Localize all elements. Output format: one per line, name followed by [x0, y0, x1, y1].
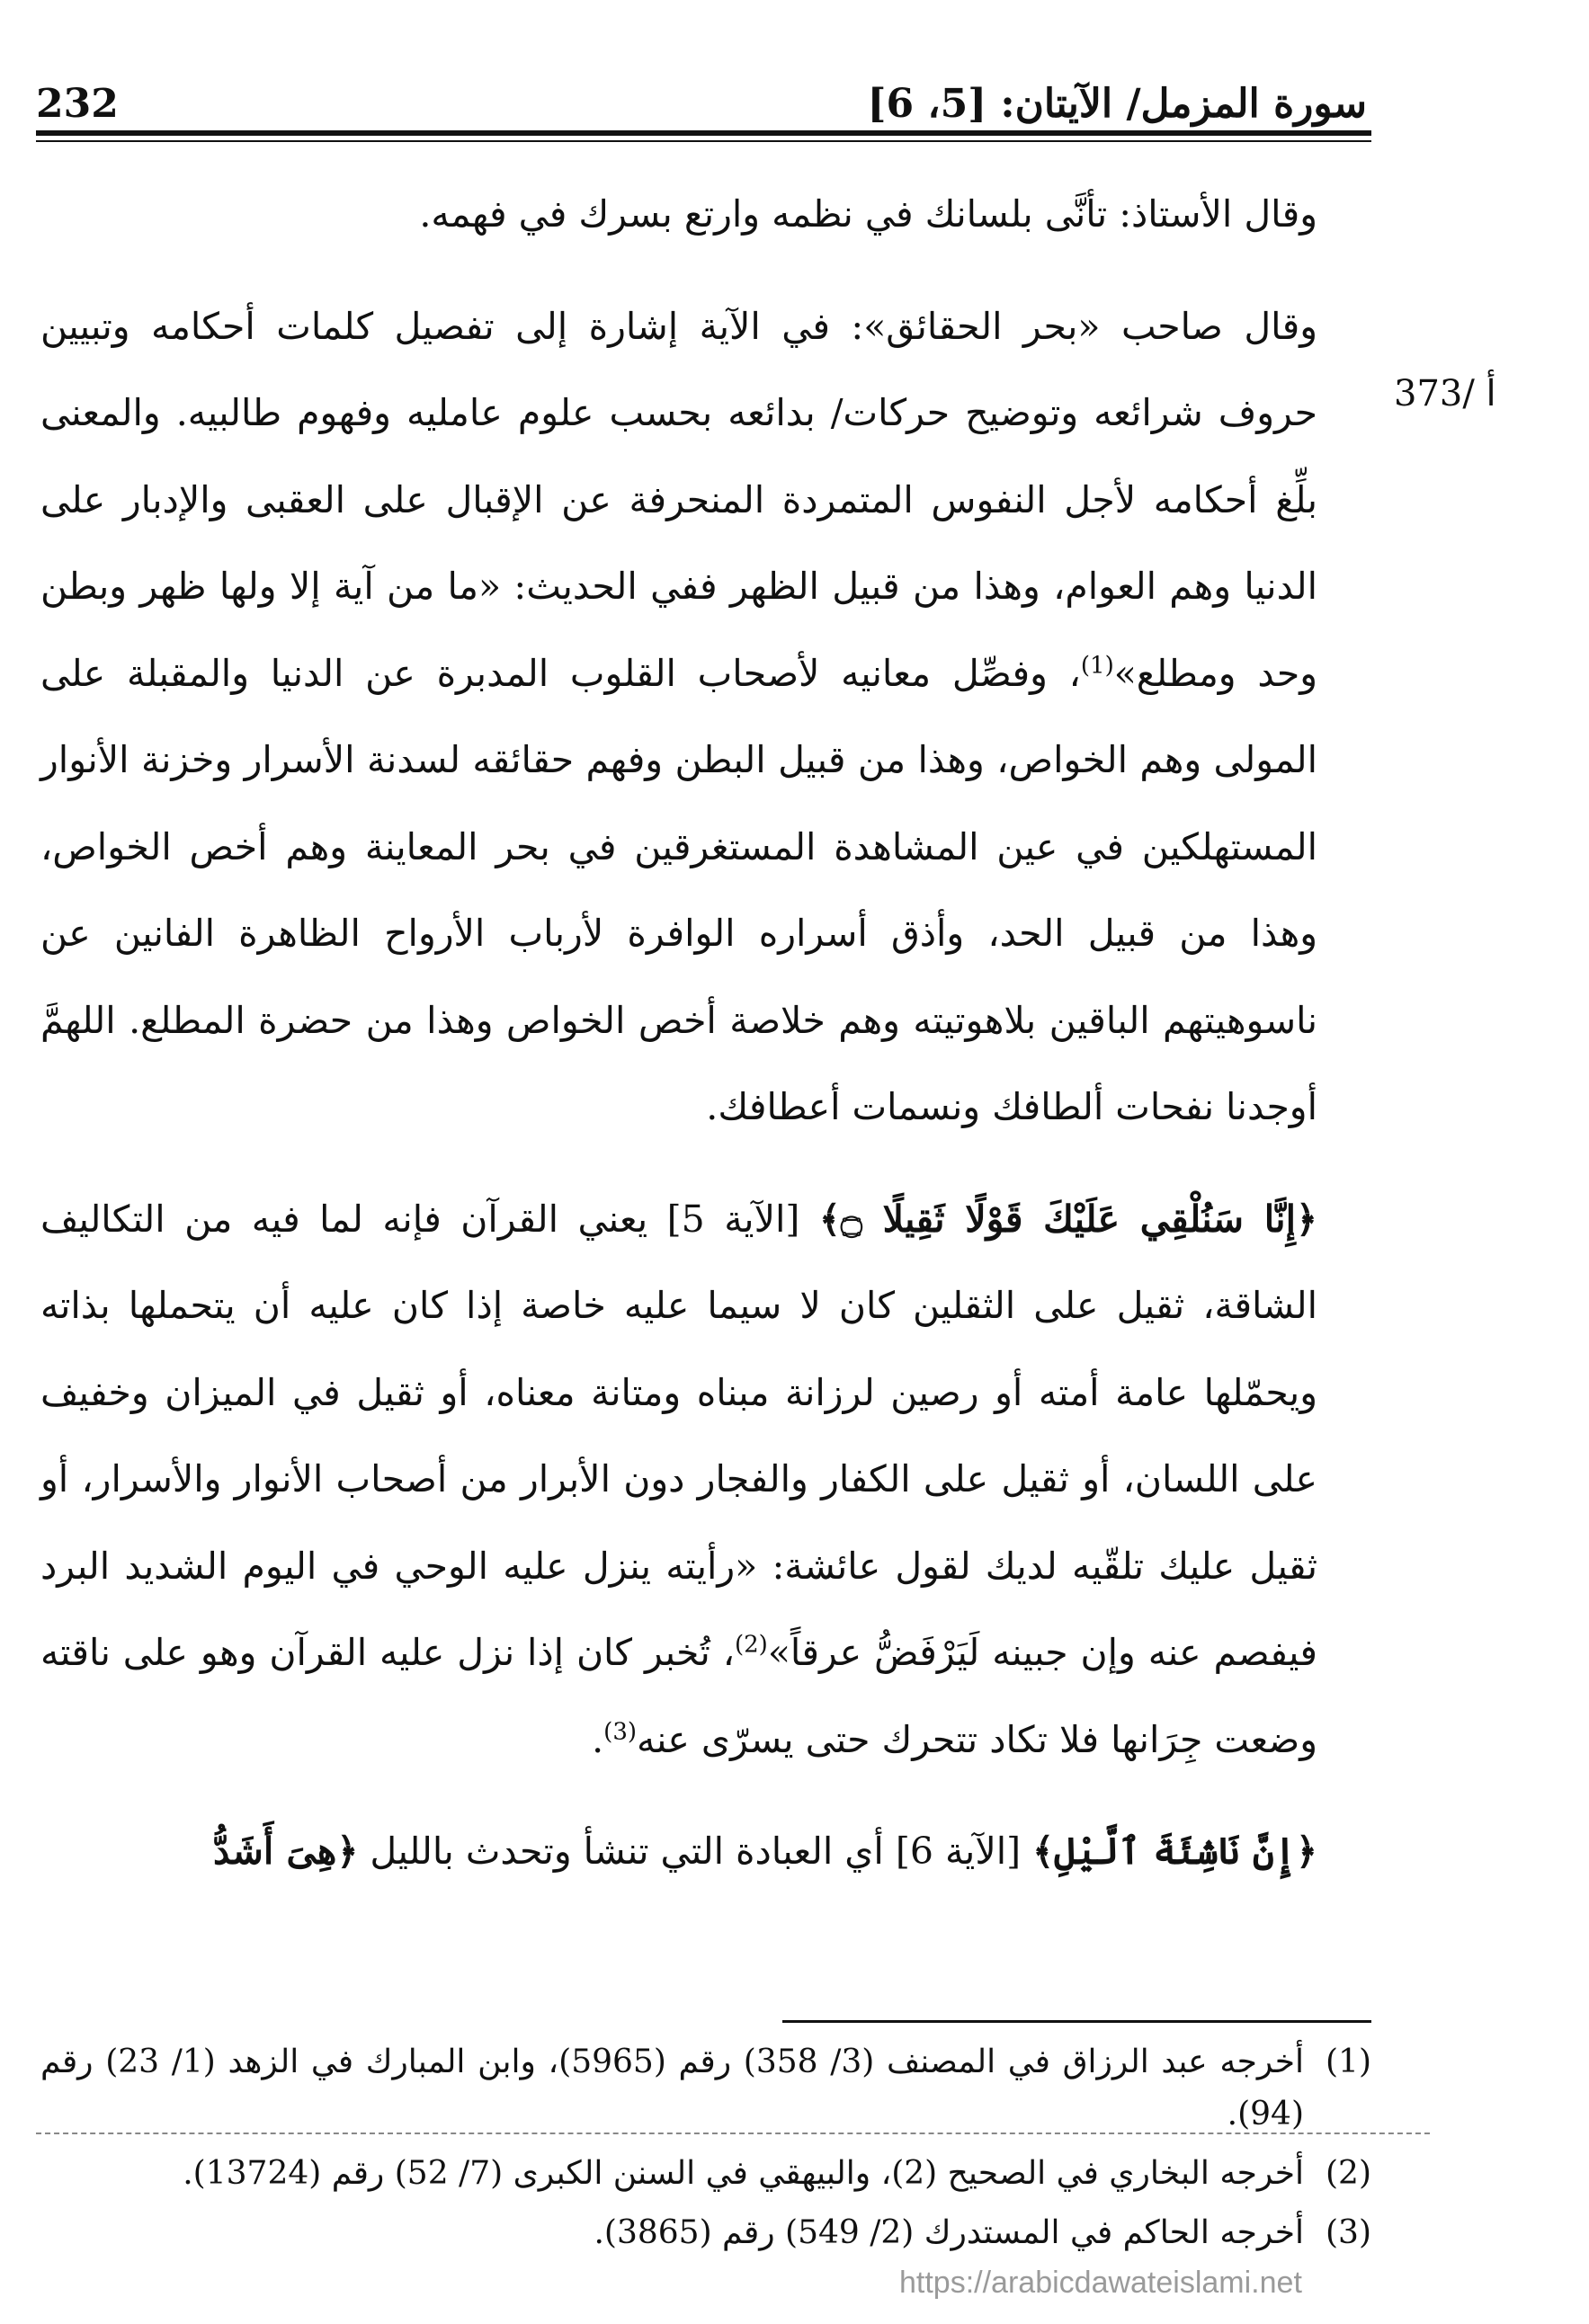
- footnote-number: (1): [1326, 2044, 1371, 2080]
- paragraph-text: [الآية 5] يعني القرآن فإنه لما فيه من التكاليف الشاقة، ثقيل على الثقلين كان لا سيما عليه خاصة إذا كان عليه أن يتحملها بذاته ويحمّلها عامة أمته أو رصين لرزانة مبناه ومتانة معناه، أو ثقيل في الميزان وخفيف على اللسان، أو ثقيل على الكفار والفجار دون الأبرار من أصحاب الأنوار والأسرار، أو ثقيل عليك تلقّيه لديك لقول عائشة: «رأيته ينزل عليه الوحي في اليوم الشديد البرد فيفصم عنه وإن جبينه لَيَرْفَضُّ عرقاً»: [40, 1197, 1317, 1674]
- watermark-url: https://arabicdawateislami.net: [899, 2266, 1302, 2300]
- paragraph-text: ، وفصِّل معانيه لأصحاب القلوب المدبرة عن الدنيا والمقبلة على المولى وهم الخواص، وهذا من قبيل البطن وفهم حقائقه لسدنة الأسرار وخزنة الأنوار المستهلكين في عين المشاهدة المستغرقين في بحر المعاينة وهم أخص الخواص، وهذا من قبيل الحد، وأذق أسراره الوافرة لأرباب الأرواح الظاهرة الفانين عن ناسوهيتهم الباقين بلاهوتيته وهم خلاصة أخص الخواص وهذا من حضرة المطلع. اللهمَّ أوجدنا نفحات ألطافك ونسمات أعطافك.: [40, 651, 1317, 1128]
- header-rule-thick: [36, 130, 1371, 136]
- footnote-number: (2): [1326, 2155, 1371, 2192]
- footnote-text: أخرجه الحاكم في المستدرك (2/ 549) رقم (3865).: [594, 2214, 1304, 2251]
- page-header: [36, 74, 1367, 128]
- paragraph-ustadh: وقال الأستاذ: تأنَّى بلسانك في نظمه وارتع بسرك في فهمه.: [419, 192, 1317, 236]
- paragraph-ayah-5: [40, 1176, 1371, 1784]
- footnote-2: [40, 2148, 1371, 2200]
- paragraph-ayah-6: [40, 1808, 1371, 1895]
- surah-title: سورة المزمل/ الآيتان: [5، 6]: [867, 81, 1367, 127]
- footnote-text: أخرجه البخاري في الصحيح (2)، والبيهقي في السنن الكبرى (7/ 52) رقم (13724).: [183, 2155, 1304, 2192]
- header-rule-thin: [36, 140, 1371, 142]
- quran-verse: ﴿هِىَ أَشَدُّ: [213, 1830, 359, 1873]
- scan-dashed-line: [36, 2133, 1430, 2134]
- paragraph-text: [الآية 6] أي العبادة التي تنشأ وتحدث بالليل: [358, 1830, 1033, 1873]
- quran-verse: ﴿إِنَّ نَاشِئَةَ ٱلَّيْلِ﴾: [1032, 1830, 1317, 1873]
- main-text: [40, 171, 1371, 1895]
- manuscript-folio-note: 373/ أ: [1394, 373, 1496, 414]
- footnote-ref-3: (3): [603, 1717, 638, 1745]
- footnote-separator: [782, 2020, 1371, 2023]
- paragraph-text: ، تُخبر كان إذا نزل عليه القرآن وهو على ناقته وضعت جِرَانها فلا تكاد تتحرك حتى يسرّى عنه: [40, 1631, 1317, 1761]
- paragraph-bahr-al-haqaiq: [40, 283, 1371, 1151]
- footnote-1: [40, 2036, 1371, 2141]
- page-number: 232: [36, 81, 119, 127]
- footnote-3: [40, 2207, 1371, 2259]
- footnote-ref-2: (2): [734, 1631, 768, 1659]
- paragraph-text: .: [592, 1717, 604, 1761]
- footnote-number: (3): [1326, 2214, 1371, 2251]
- footnotes: [40, 2036, 1371, 2266]
- quran-verse: ﴿إِنَّا سَنُلْقِي عَلَيْكَ قَوْلًا ثَقِيلًا ۝﴾: [818, 1197, 1318, 1241]
- footnote-text: أخرجه عبد الرزاق في المصنف (3/ 358) رقم (5965)، وابن المبارك في الزهد (1/ 23) رقم (94).: [40, 2044, 1304, 2133]
- paragraph-text: وقال صاحب «بحر الحقائق»: في الآية إشارة إلى تفصيل كلمات أحكامه وتبيين حروف شرائعه وتوضيح حركات/ بدائعه بحسب علوم عامليه وفهوم طالبيه. والمعنى بلِّغ أحكامه لأجل النفوس المتمردة المنحرفة عن الإقبال على العقبى والإدبار على الدنيا وهم العوام، وهذا من قبيل الظهر ففي الحديث: «ما من آية إلا ولها ظهر وبطن وحد ومطلع»: [40, 304, 1317, 695]
- footnote-ref-1: (1): [1080, 651, 1114, 679]
